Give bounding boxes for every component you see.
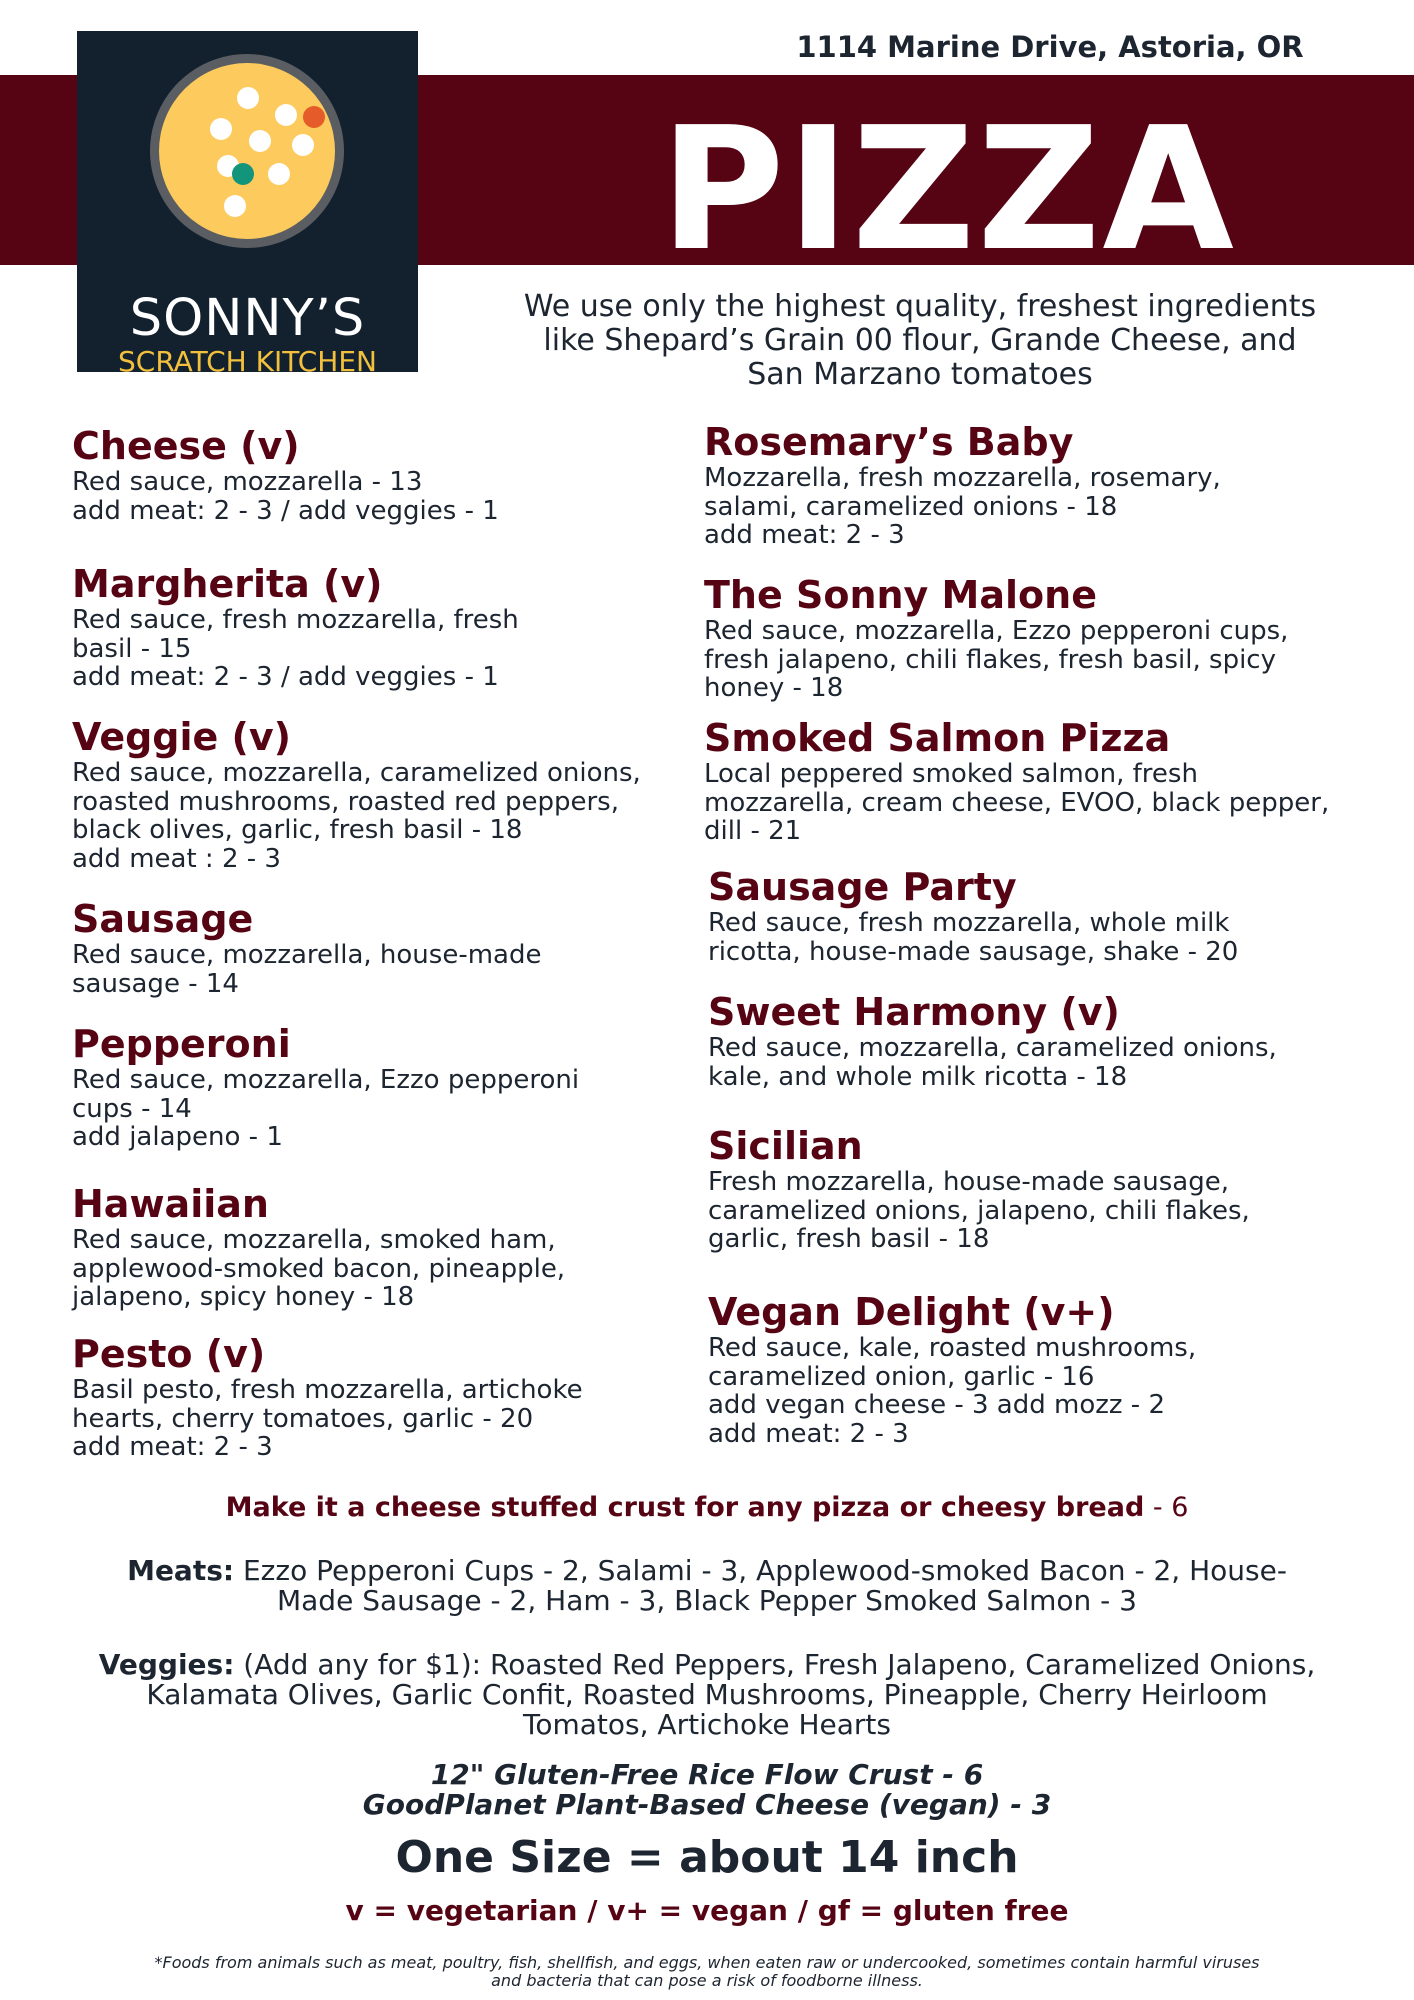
menu-item-sicilian [708, 1124, 1250, 1254]
menu-item-name: The Sonny Malone [704, 573, 1097, 617]
menu-item-name: Sicilian [708, 1124, 863, 1168]
menu-item-description: Mozzarella, fresh mozzarella, rosemary, [704, 463, 1221, 493]
menu-item-description: Red sauce, mozzarella, house-made [72, 940, 542, 970]
menu-item-description: sausage - 14 [72, 968, 239, 999]
plant-based-cheese: GoodPlanet Plant-Based Cheese (vegan) - 3 [362, 1788, 1052, 1821]
menu-item-description: Red sauce, mozzarella, Ezzo pepperoni cups, [704, 616, 1289, 646]
menu-item-rosemarys-baby [704, 420, 1221, 550]
page-title: PIZZA [660, 91, 1236, 289]
menu-item-name: Smoked Salmon Pizza [704, 716, 1171, 760]
diet-legend: v = vegetarian / v+ = vegan / gf = gluten free [345, 1894, 1069, 1927]
menu-item-description: roasted mushrooms, roasted red peppers, [72, 786, 619, 817]
menu-item-addon: add meat: 2 - 3 [704, 520, 905, 550]
menu-item-pesto [72, 1332, 583, 1462]
stuffed-crust-promo [0, 1492, 1414, 1523]
menu-item-addon: add meat: 2 - 3 [72, 1432, 273, 1462]
menu-item-description: Red sauce, kale, roasted mushrooms, [708, 1333, 1197, 1363]
stuffed-crust-text: Make it a cheese stuffed crust for any pizza or cheesy bread [225, 1492, 1145, 1523]
specialty-options [0, 1760, 1414, 1820]
menu-item-veggie [72, 715, 641, 873]
menu-item-name: Pepperoni [72, 1022, 291, 1066]
menu-item-cheese [72, 424, 499, 525]
menu-item-name: Pesto (v) [72, 1332, 266, 1376]
menu-item-addon: add meat: 2 - 3 [708, 1418, 909, 1449]
menu-item-description: Red sauce, fresh mozzarella, fresh [72, 605, 519, 635]
menu-item-name: Margherita (v) [72, 562, 383, 606]
menu-item-description: Red sauce, mozzarella, caramelized onions, [708, 1033, 1277, 1063]
restaurant-address: 1114 Marine Drive, Astoria, OR [796, 30, 1304, 64]
menu-item-pepperoni [72, 1022, 579, 1152]
logo-name: SONNY’S [129, 289, 366, 348]
veggies-text: (Add any for $1): Roasted Red Peppers, Fresh Jalapeno, Caramelized Onions, [234, 1648, 1316, 1681]
menu-item-name: Sausage [72, 897, 254, 941]
menu-item-description: Red sauce, mozzarella - 13 [72, 467, 423, 497]
menu-item-name: Veggie (v) [72, 715, 292, 759]
pizza-size: One Size = about 14 inch [395, 1832, 1019, 1883]
menu-item-description: Fresh mozzarella, house-made sausage, [708, 1167, 1229, 1197]
menu-item-hawaiian [72, 1182, 565, 1312]
menu-item-description: Basil pesto, fresh mozzarella, artichoke [72, 1375, 583, 1405]
gluten-free-crust: 12" Gluten-Free Rice Flow Crust - 6 [430, 1758, 984, 1791]
menu-item-description: ricotta, house-made sausage, shake - 20 [708, 936, 1239, 967]
meats-text: Made Sausage - 2, Ham - 3, Black Pepper Smoked Salmon - 3 [276, 1584, 1137, 1617]
menu-item-margherita [72, 562, 519, 692]
veggies-list [60, 1650, 1354, 1740]
menu-item-name: Hawaiian [72, 1182, 269, 1226]
menu-item-description: basil - 15 [72, 633, 192, 664]
tagline-line: We use only the highest quality, freshest ingredients [523, 289, 1317, 324]
menu-item-description: Red sauce, mozzarella, caramelized onions, [72, 758, 641, 788]
menu-item-description: Red sauce, mozzarella, Ezzo pepperoni [72, 1065, 580, 1095]
logo-subtitle: SCRATCH KITCHEN [118, 345, 377, 378]
meats-label: Meats: [127, 1554, 235, 1587]
meats-list [60, 1556, 1354, 1616]
menu-item-description: dill - 21 [704, 816, 802, 846]
menu-item-description: mozzarella, cream cheese, EVOO, black pepper, [704, 787, 1330, 818]
menu-item-addon: add jalapeno - 1 [72, 1122, 283, 1152]
menu-item-sweet-harmony [708, 990, 1277, 1091]
veggies-text: Tomatos, Artichoke Hearts [523, 1708, 891, 1741]
veggies-label: Veggies: [98, 1648, 235, 1681]
menu-item-name: Rosemary’s Baby [704, 420, 1074, 464]
menu-item-description: kale, and whole milk ricotta - 18 [708, 1061, 1128, 1092]
menu-item-description: Local peppered smoked salmon, fresh [704, 759, 1198, 789]
menu-item-name: Vegan Delight (v+) [708, 1290, 1115, 1334]
menu-item-description: cups - 14 [72, 1093, 192, 1124]
tagline-line: San Marzano tomatoes [747, 357, 1093, 392]
menu-item-description: hearts, cherry tomatoes, garlic - 20 [72, 1403, 534, 1434]
menu-item-description: honey - 18 [704, 673, 844, 703]
tagline-line: like Shepard’s Grain 00 flour, Grande Cheese, and [543, 323, 1297, 358]
menu-item-addon: add meat: 2 - 3 / add veggies - 1 [72, 495, 499, 526]
menu-item-description: black olives, garlic, fresh basil - 18 [72, 815, 523, 845]
menu-item-description: garlic, fresh basil - 18 [708, 1224, 990, 1254]
menu-item-description: jalapeno, spicy honey - 18 [72, 1282, 415, 1312]
menu-item-name: Cheese (v) [72, 424, 300, 468]
menu-item-description: caramelized onion, garlic - 16 [708, 1361, 1095, 1392]
menu-item-addon: add meat: 2 - 3 / add veggies - 1 [72, 662, 499, 692]
menu-item-smoked-salmon [704, 716, 1329, 846]
menu-item-addon: add meat : 2 - 3 [72, 843, 281, 874]
stuffed-crust-price: - 6 [1144, 1492, 1189, 1523]
food-safety-disclaimer [0, 1954, 1414, 1990]
menu-item-description: applewood-smoked bacon, pineapple, [72, 1253, 566, 1284]
logo [77, 31, 418, 378]
menu-item-sonny-malone [704, 573, 1288, 703]
menu-item-name: Sweet Harmony (v) [708, 990, 1120, 1034]
menu-item-description: fresh jalapeno, chili flakes, fresh basil, spicy [704, 644, 1276, 675]
menu-item-description: Red sauce, mozzarella, smoked ham, [72, 1225, 556, 1255]
menu-item-sausage-party [708, 865, 1238, 966]
menu-item-description: salami, caramelized onions - 18 [704, 491, 1118, 522]
disclaimer-line: and bacteria that can pose a risk of foodborne illness. [491, 1971, 923, 1990]
menu-item-description: Red sauce, fresh mozzarella, whole milk [708, 908, 1230, 938]
menu-item-name: Sausage Party [708, 865, 1017, 909]
tagline [480, 290, 1360, 392]
menu-item-description: caramelized onions, jalapeno, chili flakes, [708, 1195, 1250, 1226]
menu-item-addon: add vegan cheese - 3 add mozz - 2 [708, 1390, 1165, 1420]
meats-text: Ezzo Pepperoni Cups - 2, Salami - 3, Applewood-smoked Bacon - 2, House- [234, 1554, 1287, 1587]
menu-item-vegan-delight [708, 1290, 1196, 1448]
veggies-text: Kalamata Olives, Garlic Confit, Roasted Mushrooms, Pineapple, Cherry Heirloom [146, 1678, 1268, 1711]
menu-item-sausage [72, 897, 541, 998]
disclaimer-line: *Foods from animals such as meat, poultry, fish, shellfish, and eggs, when eaten raw or undercooked, sometimes contain harmful viruses [154, 1953, 1260, 1972]
